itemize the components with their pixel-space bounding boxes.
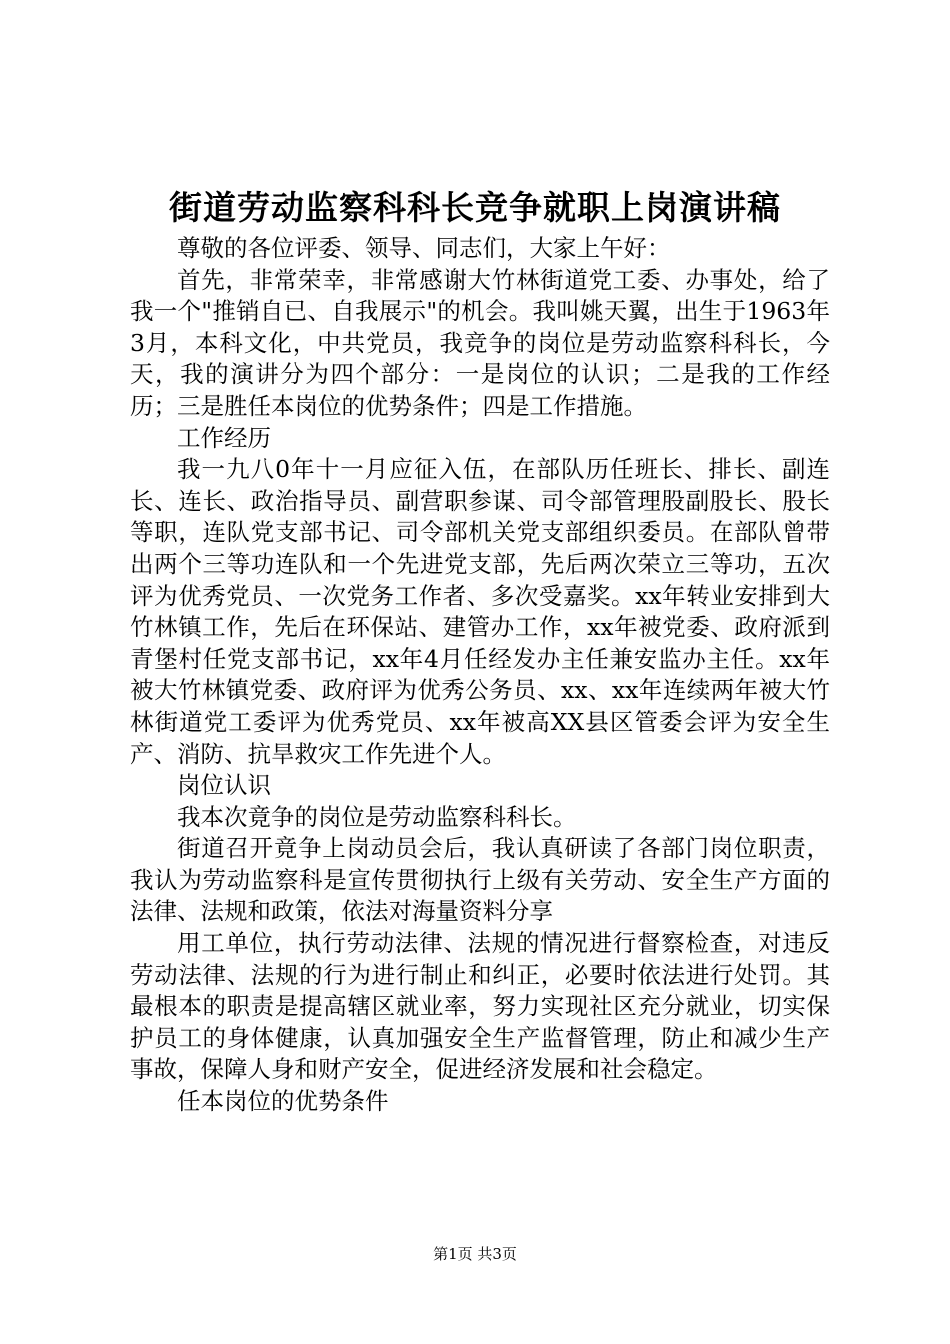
document-body xyxy=(130,233,830,1118)
heading-advantages: 任本岗位的优势条件 xyxy=(177,1087,389,1116)
paragraph-greeting: 尊敬的各位评委、领导、同志们，大家上午好： xyxy=(177,234,671,262)
paragraph-position-duties-continued: 用工单位，执行劳动法律、法规的情况进行督察检查，对违反劳动法律、法规的行为进行制止和纠正，必要时依法进行处罚。其最根本的职责是提高辖区就业率，努力实现社区充分就业，切实保护员工的身体健康，认真加强安全生产监督管理，防止和减少生产事故，保障人身和财产安全，促进经济发展和社会稳定。 xyxy=(130,929,830,1084)
page-number: 第1页 共3页 xyxy=(433,1245,517,1263)
paragraph-introduction: 首先，非常荣幸，非常感谢大竹林街道党工委、办事处，给了我一个"推销自已、自我展示"的机会。我叫姚天翼，出生于1963年3月，本科文化，中共党员，我竞争的岗位是劳动监察科科长，今天，我的演讲分为四个部分：一是岗位的认识；二是我的工作经历；三是胜任本岗位的优势条件；四是工作措施。 xyxy=(130,265,830,420)
paragraph-position-statement: 我本次竟争的岗位是劳动监察科科长。 xyxy=(177,802,577,831)
paragraph-position-duties: 街道召开竟争上岗动员会后，我认真研读了各部门岗位职责，我认为劳动监察科是宣传贯彻执行上级有关劳动、安全生产方面的法律、法规和政策，依法对海量资料分享 xyxy=(130,834,830,926)
heading-position-understanding: 岗位认识 xyxy=(177,771,271,800)
heading-work-experience: 工作经历 xyxy=(177,423,271,452)
paragraph-work-experience: 我一九八0年十一月应征入伍，在部队历任班长、排长、副连长、连长、政治指导员、副营职参谋、司令部管理股副股长、股长等职，连队党支部书记、司令部机关党支部组织委员。在部队曾带出两个三等功连队和一个先进党支部，先后两次荣立三等功，五次评为优秀党员、一次党务工作者、多次受嘉奖。xx年转业安排到大竹林镇工作，先后在环保站、建管办工作，xx年被党委、政府派到青堡村任党支部书记，xx年4月任经发办主任兼安监办主任。xx年被大竹林镇党委、政府评为优秀公务员、xx、xx年连续两年被大竹林街道党工委评为优秀党员、xx年被高XX县区管委会评为安全生产、消防、抗旱救灾工作先进个人。 xyxy=(130,455,830,768)
document-title: 街道劳动监察科科长竞争就职上岗演讲稿 xyxy=(169,188,781,227)
